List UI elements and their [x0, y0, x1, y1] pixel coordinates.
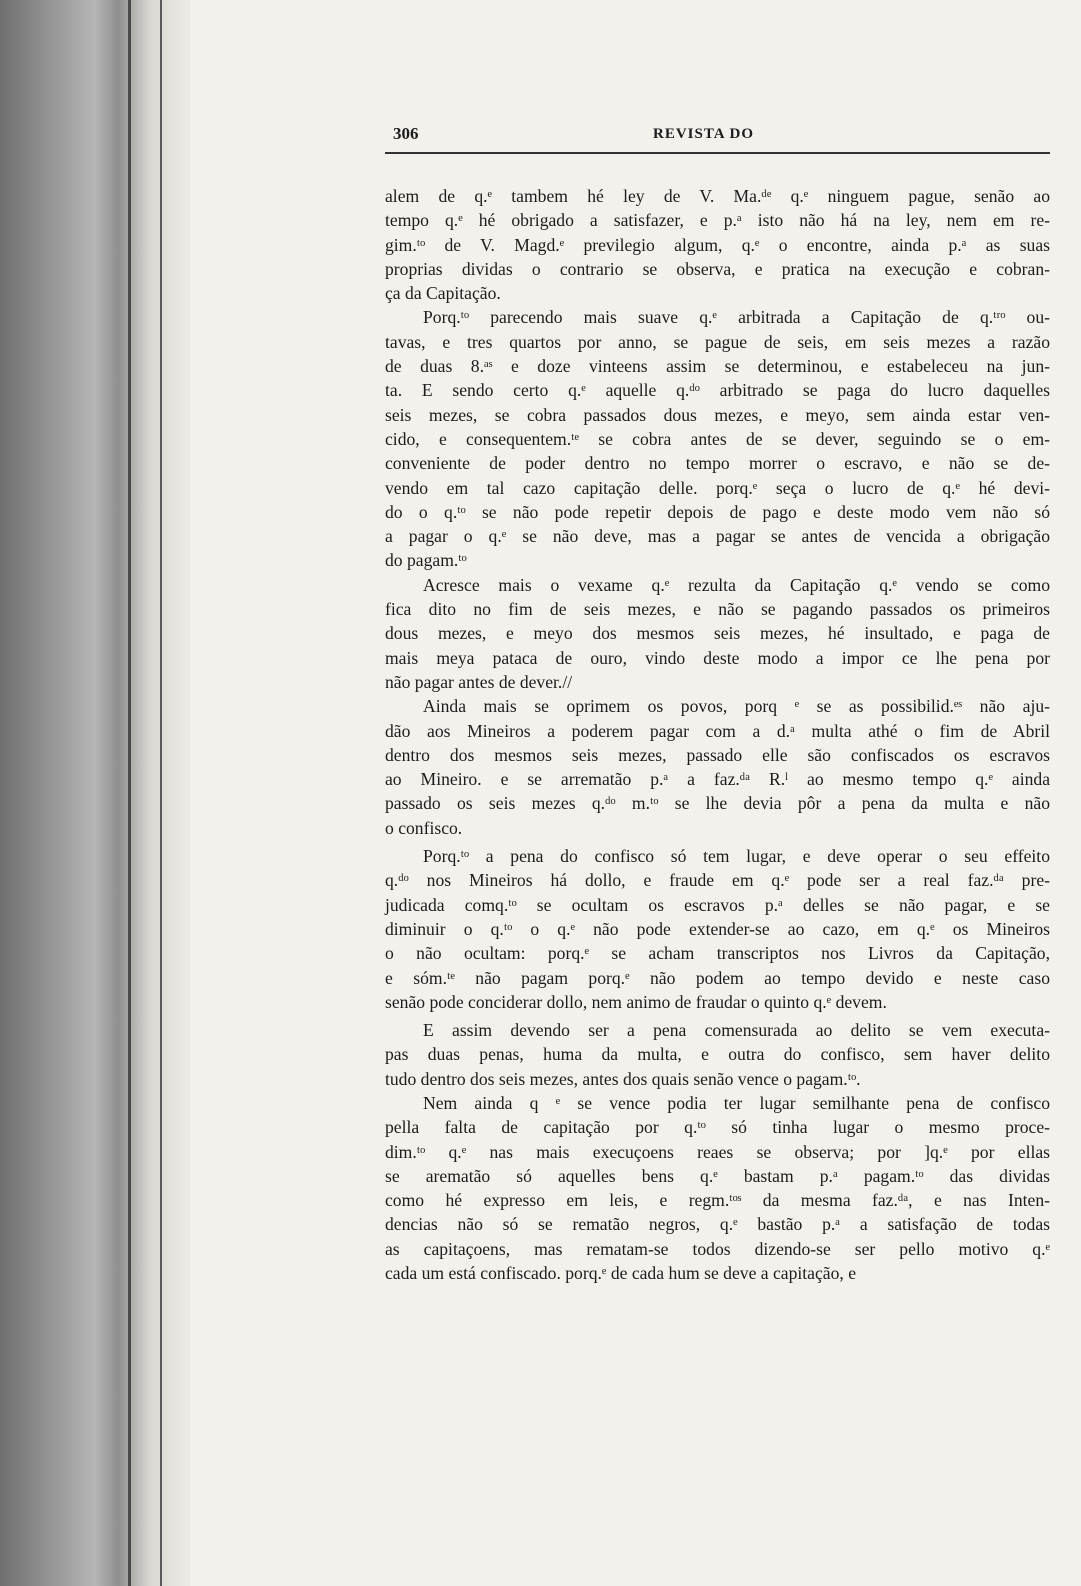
paragraph: [385, 1091, 1050, 1285]
text-line: mais meya pataca de ouro, vindo deste modo a impor ce lhe pena por: [385, 647, 1050, 668]
text-line: a pagar o q.ᵉ se não deve, mas a pagar se antes de vencida a obrigação: [385, 526, 1050, 547]
paragraph: [385, 305, 1050, 572]
text-line: de duas 8.ᵃˢ e doze vinteens assim se determinou, e estabeleceu na jun-: [385, 356, 1050, 377]
text-line: o confisco.: [385, 817, 463, 838]
text-line: pella falta de capitação por q.ᵗᵒ só tinha lugar o mesmo proce-: [385, 1117, 1050, 1138]
text-line: dentro dos mesmos seis mezes, passado elle são confiscados os escravos: [385, 744, 1050, 765]
text-line: as capitaçoens, mas rematam-se todos dizendo-se ser pello motivo q.ᵉ: [385, 1238, 1050, 1259]
page: [385, 118, 1050, 1285]
page-header: [385, 118, 1050, 154]
paragraph: [385, 573, 1050, 694]
text-line: do o q.ᵗᵒ se não pode repetir depois de pago e deste modo vem não só: [385, 501, 1050, 522]
text-line: não pagar antes de dever.//: [385, 671, 573, 692]
text-line: dencias não só se rematão negros, q.ᵉ bastão p.ᵃ a satisfação de todas: [385, 1214, 1050, 1235]
text-line: tavas, e tres quartos por anno, se pague de seis, em seis mezes a razão: [385, 331, 1050, 352]
text-line: Porq.ᵗᵒ a pena do confisco só tem lugar, e deve operar o seu effeito: [423, 846, 1050, 867]
text-line: dous mezes, e meyo dos mesmos seis mezes, hé insultado, e paga de: [385, 623, 1050, 644]
text-line: seis mezes, se cobra passados dous mezes, e meyo, sem ainda estar ven-: [385, 404, 1050, 425]
binding-gutter-line: [128, 0, 131, 1586]
text-line: pas duas penas, huma da multa, e outra do confisco, sem haver delito: [385, 1044, 1050, 1065]
text-line: proprias dividas o contrario se observa, e pratica na execução e cobran-: [385, 258, 1050, 279]
text-line: dim.ᵗᵒ q.ᵉ nas mais execuçoens reaes se observa; por ]q.ᵉ por ellas: [385, 1141, 1050, 1162]
text-line: cada um está confiscado. porq.ᵉ de cada hum se deve a capitação, e: [385, 1263, 857, 1284]
text-line: do pagam.ᵗᵒ: [385, 550, 467, 571]
text-line: Ainda mais se oprimem os povos, porq ᵉ se as possibilid.ᵉˢ não aju-: [423, 696, 1050, 717]
text-line: ao Mineiro. e se arrematão p.ᵃ a faz.ᵈᵃ R.ˡ ao mesmo tempo q.ᵉ ainda: [385, 769, 1050, 790]
text-line: q.ᵈᵒ nos Mineiros há dollo, e fraude em q.ᵉ pode ser a real faz.ᵈᵃ pre-: [385, 870, 1050, 891]
text-line: Nem ainda q ᵉ se vence podia ter lugar semilhante pena de confisco: [423, 1092, 1050, 1113]
text-line: alem de q.ᵉ tambem hé ley de V. Ma.ᵈᵉ q.ᵉ ninguem pague, senão ao: [385, 186, 1050, 206]
running-head: REVISTA DO: [653, 126, 754, 142]
text-line: cido, e consequentem.ᵗᵉ se cobra antes de se dever, seguindo se o em-: [385, 428, 1050, 449]
text-line: conveniente de poder dentro no tempo morrer o escravo, e não se de-: [385, 453, 1050, 474]
paragraph: [385, 184, 1050, 305]
binding-gutter-line: [160, 0, 162, 1586]
text-line: o não ocultam: porq.ᵉ se acham transcriptos nos Livros da Capitação,: [385, 943, 1050, 964]
text-line: Acresce mais o vexame q.ᵉ rezulta da Capitação q.ᵉ vendo se como: [423, 574, 1050, 595]
text-line: como hé expresso em leis, e regm.ᵗᵒˢ da mesma faz.ᵈᵃ, e nas Inten-: [385, 1190, 1050, 1211]
text-line: ça da Capitação.: [385, 283, 501, 304]
paragraph: [385, 694, 1050, 840]
text-line: judicada comq.ᵗᵒ se ocultam os escravos p.ᵃ delles se não pagar, e se: [385, 894, 1050, 915]
text-line: tempo q.ᵉ hé obrigado a satisfazer, e p.ᵃ isto não há na ley, nem em re-: [385, 210, 1050, 231]
body-text: [385, 184, 1050, 1285]
paragraph: [385, 1018, 1050, 1091]
text-line: passado os seis mezes q.ᵈᵒ m.ᵗᵒ se lhe devia pôr a pena da multa e não: [385, 793, 1050, 814]
text-line: dão aos Mineiros a poderem pagar com a d.ᵃ multa athé o fim de Abril: [385, 720, 1050, 741]
text-line: senão pode conciderar dollo, nem animo de fraudar o quinto q.ᵉ devem.: [385, 991, 887, 1012]
text-line: Porq.ᵗᵒ parecendo mais suave q.ᵉ arbitrada a Capitação de q.ᵗʳᵒ ou-: [423, 307, 1050, 328]
text-line: ta. E sendo certo q.ᵉ aquelle q.ᵈᵒ arbitrado se paga do lucro daquelles: [385, 380, 1050, 401]
book-binding-shadow: [0, 0, 190, 1586]
text-line: e sóm.ᵗᵉ não pagam porq.ᵉ não podem ao tempo devido e neste caso: [385, 967, 1050, 988]
text-line: E assim devendo ser a pena comensurada ao delito se vem executa-: [423, 1020, 1050, 1041]
text-line: fica dito no fim de seis mezes, e não se pagando passados os primeiros: [385, 599, 1050, 620]
text-line: vendo em tal cazo capitação delle. porq.ᵉ seça o lucro de q.ᵉ hé devi-: [385, 477, 1050, 498]
page-number: 306: [393, 124, 419, 143]
text-line: se arematão só aquelles bens q.ᵉ bastam p.ᵃ pagam.ᵗᵒ das dividas: [385, 1165, 1050, 1186]
text-line: tudo dentro dos seis mezes, antes dos quais senão vence o pagam.ᵗᵒ.: [385, 1068, 861, 1089]
text-line: diminuir o q.ᵗᵒ o q.ᵉ não pode extender-se ao cazo, em q.ᵉ os Mineiros: [385, 918, 1050, 939]
paragraph: [385, 844, 1050, 1014]
text-line: gim.ᵗᵒ de V. Magd.ᵉ previlegio algum, q.ᵉ o encontre, ainda p.ᵃ as suas: [385, 234, 1050, 255]
